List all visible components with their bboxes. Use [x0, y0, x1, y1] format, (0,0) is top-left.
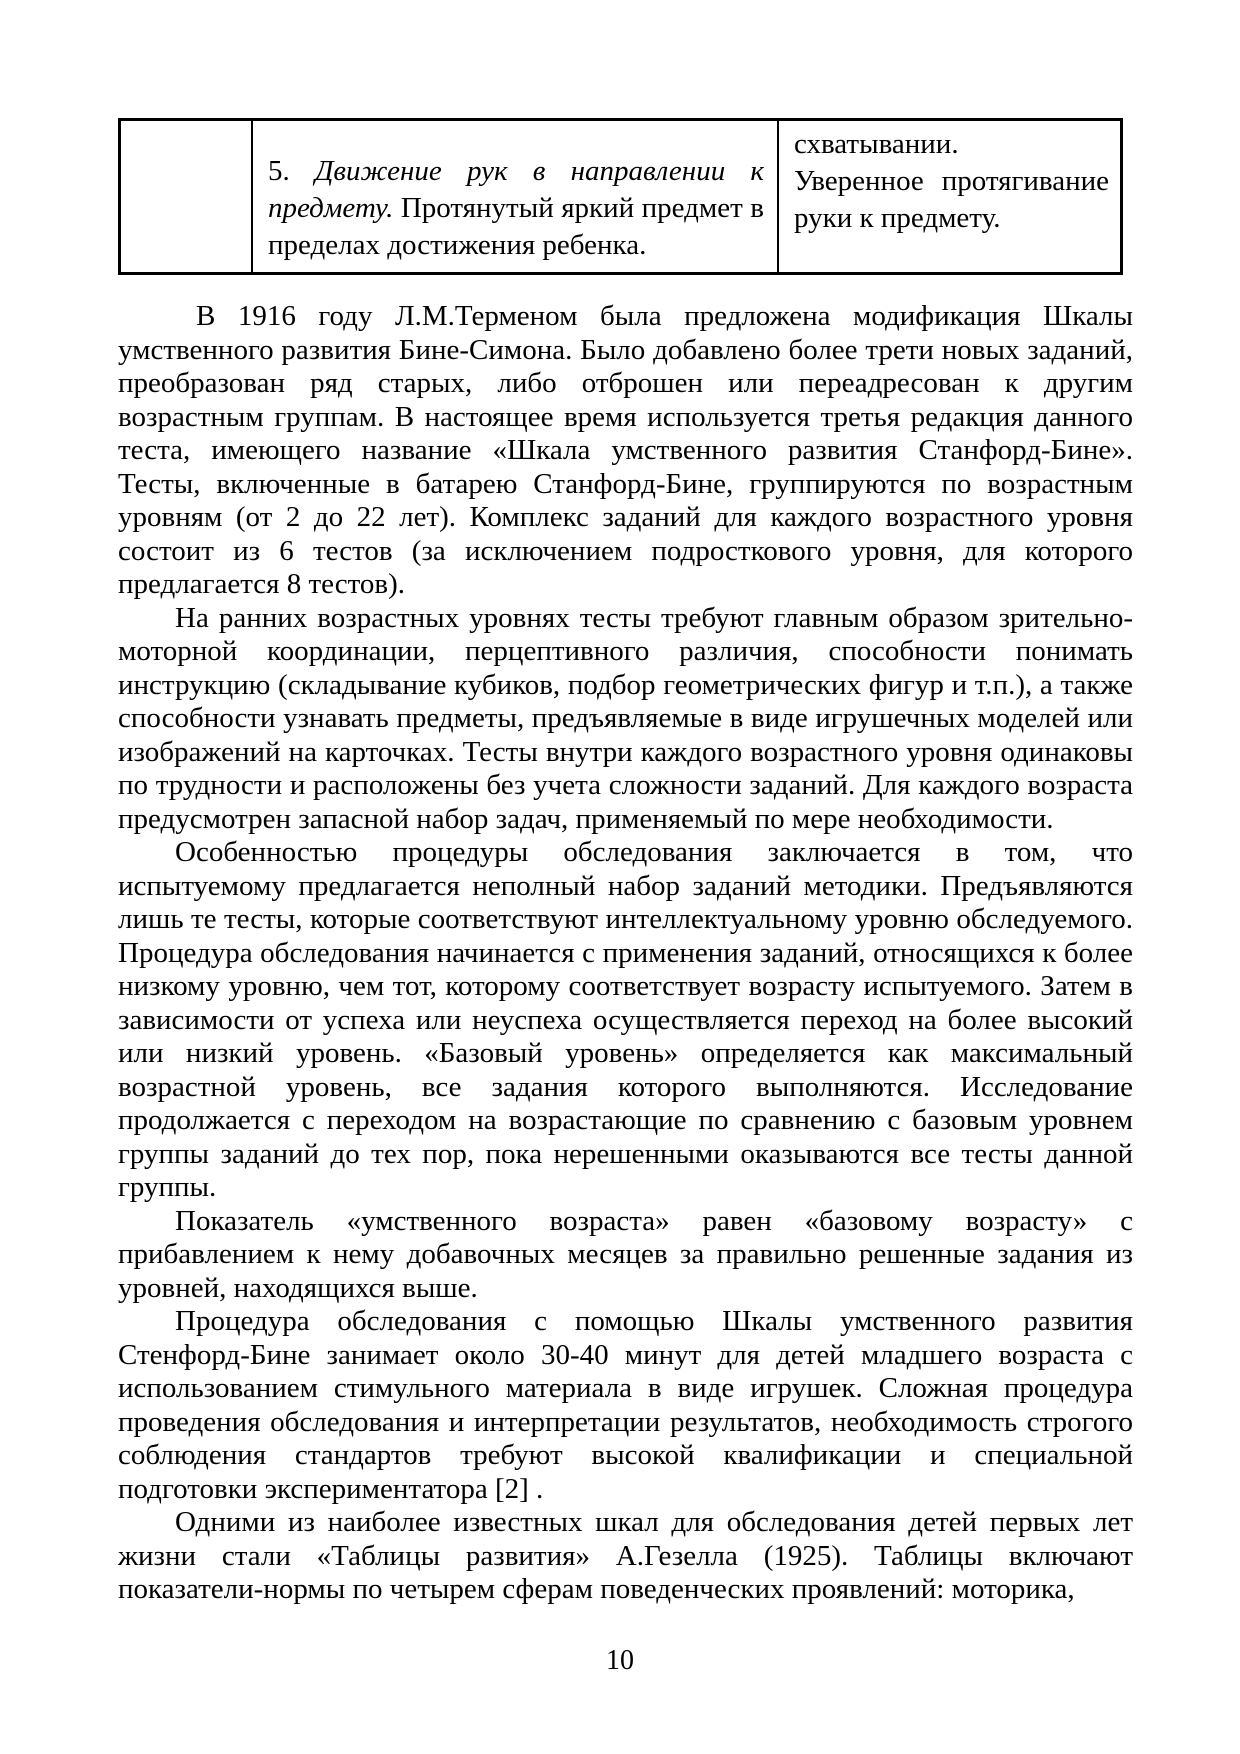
result-carryover-line: схватывании. — [794, 128, 959, 160]
task-description: Протянутый яркий предмет в пределах достижения ребенка. — [268, 192, 764, 261]
result-text: Уверенное протягивание руки к предмету. — [794, 165, 1109, 234]
paragraph-procedure-duration: Процедура обследования с помощью Шкалы умственного развития Стенфорд-Бине занимает около 30-40 минут для детей младшего возраста с использованием стимульного материала в виде игрушек. Сложная процедура проведения обследования и интерпретации результатов, необходимость строгого соблюдения стандартов требуют высокой квалификации и специальной подготовки экспериментатора [2] . — [118, 1305, 1133, 1505]
table-cell-task — [252, 120, 778, 274]
paragraph-terman-modification: В 1916 году Л.М.Терменом была предложена модификация Шкалы умственного развития Бине-Симона. Было добавлено более трети новых заданий, преобразован ряд старых, либо отброшен или переадресован к другим возрастным группам. В настоящее время используется третья редакция данного теста, имеющего название «Шкала умственного развития Станфорд-Бине». Тесты, включенные в батарею Станфорд-Бине, группируются по возрастным уровням (от 2 до 22 лет). Комплекс заданий для каждого возрастного уровня состоит из 6 тестов (за исключением подросткового уровня, для которого предлагается 8 тестов). — [118, 300, 1133, 600]
paragraph-procedure-feature: Особенностью процедуры обследования заключается в том, что испытуемому предлагается неполный набор заданий методики. Предъявляются лишь те тесты, которые соответствуют интеллектуальному уровню обследуемого. Процедура обследования начинается с применения заданий, относящихся к более низкому уровню, чем тот, которому соответствует возрасту испытуемого. Затем в зависимости от успеха или неуспеха осуществляется переход на более высокий или низкий уровень. «Базовый уровень» определяется как максимальный возрастной уровень, все задания которого выполняются. Исследование продолжается с переходом на возрастающие по сравнению с базовым уровнем группы заданий до тех пор, пока нерешенными оказываются все тесты данной группы. — [118, 836, 1133, 1203]
page-content — [118, 118, 1133, 1607]
task-title: Движение рук в направлении к предмету. — [268, 155, 764, 224]
body-text-block — [118, 300, 1133, 1607]
table-row — [120, 120, 1122, 274]
page-footer — [0, 1644, 1240, 1678]
paragraph-mental-age-indicator: Показатель «умственного возраста» равен «базовому возрасту» с прибавлением к нему добавочных месяцев за правильно решенные задания из уровней, находящихся выше. — [118, 1204, 1133, 1304]
paragraph-gesell-tables: Одними из наиболее известных шкал для обследования детей первых лет жизни стали «Таблицы развития» А.Гезелла (1925). Таблицы включают показатели-нормы по четырем сферам поведенческих проявлений: моторика, — [118, 1506, 1133, 1605]
table-cell-age — [120, 120, 253, 274]
development-scale-table — [118, 118, 1123, 275]
page-number: 10 — [606, 1645, 634, 1676]
paragraph-early-age-levels: На ранних возрастных уровнях тесты требуют главным образом зрительно-моторной координации, перцептивного различия, способности понимать инструкцию (складывание кубиков, подбор геометрических фигур и т.п.), а также способности узнавать предметы, предъявляемые в виде игрушечных моделей или изображений на карточках. Тесты внутри каждого возрастного уровня одинаковы по трудности и расположены без учета сложности заданий. Для каждого возраста предусмотрен запасной набор задач, применяемый по мере необходимости. — [118, 601, 1133, 835]
table-cell-result — [778, 120, 1122, 274]
task-number: 5. — [268, 155, 290, 187]
